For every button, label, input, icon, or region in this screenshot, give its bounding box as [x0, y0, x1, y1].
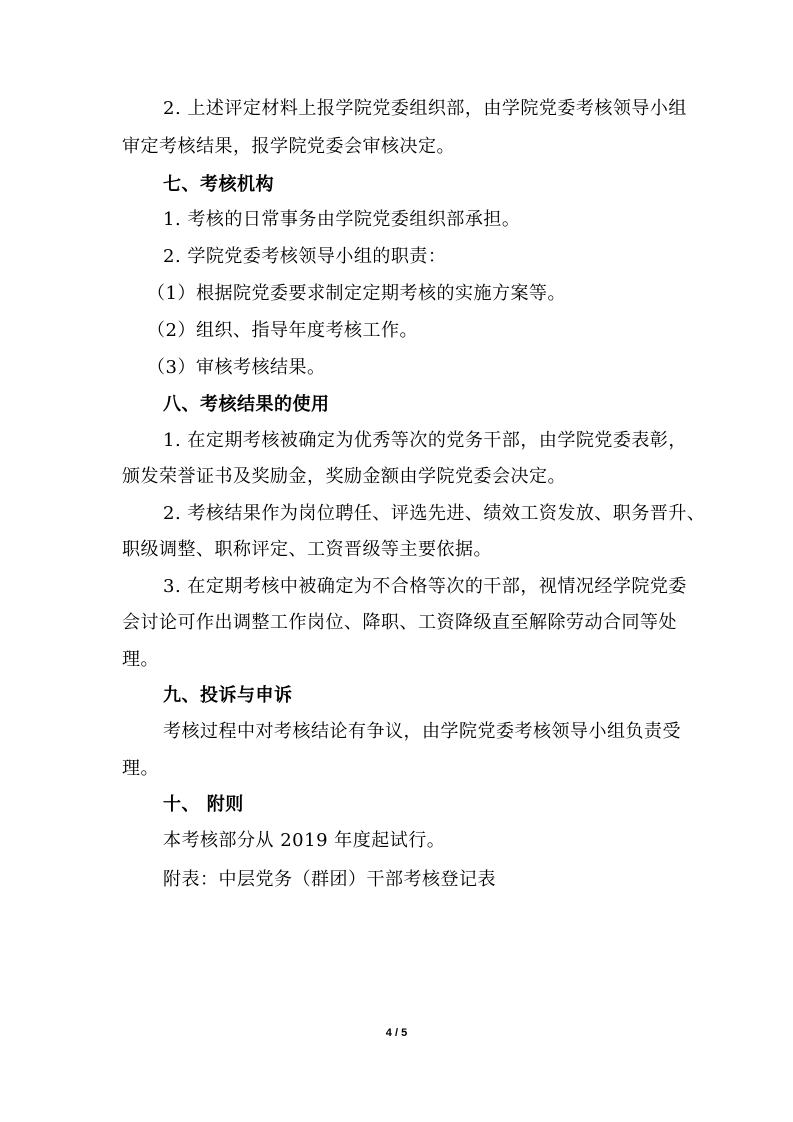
paragraph-line: 审定考核结果，报学院党委会审核决定。: [122, 136, 455, 157]
paragraph-line: 颁发荣誉证书及奖励金，奖励金额由学院党委会决定。: [122, 466, 566, 487]
section-heading-10: 十、 附则: [163, 794, 244, 815]
paragraph-line: 3. 在定期考核中被确定为不合格等次的干部，视情况经学院党委: [163, 576, 687, 597]
paragraph-line: 理。: [122, 649, 159, 670]
list-item: （2）组织、指导年度考核工作。: [147, 320, 418, 341]
attachment-line: 附表：中层党务（群团）干部考核登记表: [163, 869, 496, 890]
paragraph-line: 2. 上述评定材料上报学院党委组织部，由学院党委考核领导小组: [163, 98, 687, 119]
page-number: 4 / 5: [385, 1027, 408, 1039]
paragraph-line: 2. 考核结果作为岗位聘任、评选先进、绩效工资发放、职务晋升、: [163, 503, 706, 524]
paragraph-line: 本考核部分从 2019 年度起试行。: [163, 830, 446, 851]
paragraph-line: 1. 考核的日常事务由学院党委组织部承担。: [163, 209, 521, 230]
section-heading-7: 七、考核机构: [163, 174, 274, 195]
paragraph-line: 理。: [122, 758, 159, 779]
paragraph-line: 1. 在定期考核被确定为优秀等次的党务干部，由学院党委表彰，: [163, 430, 687, 451]
section-heading-9: 九、投诉与申诉: [163, 685, 293, 706]
section-heading-8: 八、考核结果的使用: [163, 394, 330, 415]
list-item: （1）根据院党委要求制定定期考核的实施方案等。: [147, 283, 566, 304]
paragraph-line: 职级调整、职称评定、工资晋级等主要依据。: [122, 539, 492, 560]
list-item: （3）审核考核结果。: [147, 357, 326, 378]
paragraph-line: 2. 学院党委考核领导小组的职责：: [163, 246, 447, 267]
paragraph-line: 考核过程中对考核结论有争议，由学院党委考核领导小组负责受: [163, 721, 681, 742]
paragraph-line: 会讨论可作出调整工作岗位、降职、工资降级直至解除劳动合同等处: [122, 612, 677, 633]
